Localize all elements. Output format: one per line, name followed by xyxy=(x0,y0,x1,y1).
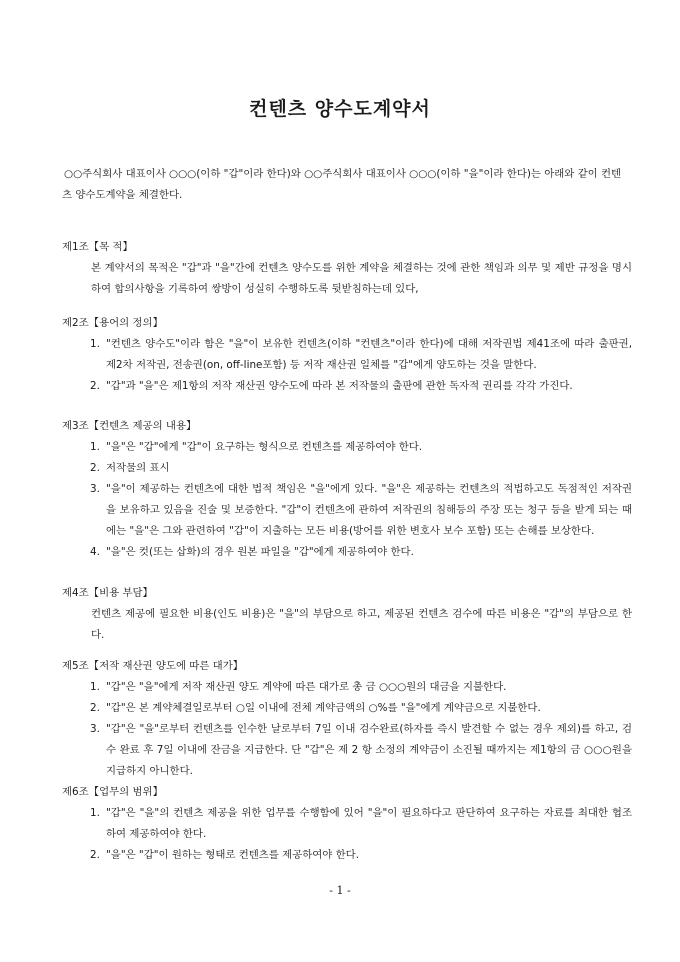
item-text: "을"은 "갑"에게 "갑"이 요구하는 형식으로 컨텐츠를 제공하여야 한다. xyxy=(106,441,423,453)
item-text: "컨텐츠 양수도"이라 함은 "을"이 보유한 컨텐츠(이하 "컨텐츠"이라 한다)에 대해 저작권법 제41조에 따라 출판권, 제2차 저작권, 전송권(on, off-line포함) 등 저작 재산권 일체를 "갑"에게 양도하는 것을 말한다. xyxy=(106,338,632,371)
item-number: 2. xyxy=(90,380,100,392)
item-text: "갑"과 "을"은 제1항의 저작 재산권 양수도에 따라 본 저작물의 출판에 관한 독자적 권리를 각각 가진다. xyxy=(106,380,573,392)
list-item xyxy=(62,803,632,845)
article-item-list xyxy=(62,437,632,563)
article-3 xyxy=(62,416,632,563)
list-item xyxy=(62,458,632,479)
article-body: 컨텐츠 제공에 필요한 비용(인도 비용)은 "을"의 부담으로 하고, 제공된 컨텐츠 검수에 따른 비용은 "갑"의 부담으로 한다. xyxy=(91,608,632,641)
list-item xyxy=(62,677,632,698)
article-item-list xyxy=(62,677,632,782)
item-number: 2. xyxy=(90,702,100,714)
list-item xyxy=(62,542,632,563)
item-text: "갑"은 "을"로부터 컨텐츠를 인수한 날로부터 7일 이내 검수완료(하자를 즉시 발견할 수 없는 경우 제외)를 하고, 검수 완료 후 7일 이내에 잔금을 지급한다. 단 "갑"은 제 2 항 소정의 계약금이 소진될 때까지는 제1항의 금 ○○○원을 지급하지 아니한다. xyxy=(106,723,632,777)
article-4 xyxy=(62,583,632,646)
list-item xyxy=(62,719,632,782)
article-1 xyxy=(62,237,632,300)
item-number: 1. xyxy=(90,807,100,819)
list-item xyxy=(62,437,632,458)
article-6 xyxy=(62,782,632,866)
article-2 xyxy=(62,313,632,397)
article-5 xyxy=(62,656,632,782)
article-heading: 제3조【컨텐츠 제공의 내용】 xyxy=(62,420,197,432)
article-heading: 제6조【업무의 범위】 xyxy=(62,786,163,798)
intro-paragraph: ○○주식회사 대표이사 ○○○(이하 "갑"이라 한다)와 ○○주식회사 대표이사 ○○○(이하 "을"이라 한다)는 아래와 같이 컨텐츠 양수도계약을 체결한다. xyxy=(62,168,622,201)
item-number: 1. xyxy=(90,441,100,453)
article-item-list xyxy=(62,803,632,866)
article-body: 본 계약서의 목적은 "갑"과 "을"간에 컨텐츠 양수도를 위한 계약을 체결하는 것에 관한 책임과 의무 및 제반 규정을 명시하여 합의사항을 기록하여 쌍방이 성실히 수행하도록 뒷받침하는데 있다, xyxy=(91,262,632,295)
item-number: 3. xyxy=(90,483,100,495)
item-number: 3. xyxy=(90,723,100,735)
list-item xyxy=(62,479,632,542)
article-heading: 제2조【용어의 정의】 xyxy=(62,317,163,329)
item-text: "을"은 "갑"이 원하는 형태로 컨텐츠를 제공하여야 한다. xyxy=(106,849,360,861)
item-number: 2. xyxy=(90,849,100,861)
list-item xyxy=(62,334,632,376)
item-number: 2. xyxy=(90,462,100,474)
item-text: 저작물의 표시 xyxy=(106,462,170,474)
item-text: "을"은 컷(또는 삽화)의 경우 원본 파일을 "갑"에게 제공하여야 한다. xyxy=(106,546,414,558)
item-text: "갑"은 본 계약체결일로부터 ○일 이내에 전체 계약금액의 ○%를 "을"에게 계약금으로 지불한다. xyxy=(106,702,541,714)
article-heading: 제1조【목 적】 xyxy=(62,241,133,253)
article-item-list xyxy=(62,334,632,397)
item-text: "갑"은 "을"의 컨텐츠 제공을 위한 업무를 수행함에 있어 "을"이 필요하다고 판단하여 요구하는 자료를 최대한 협조하여 제공하여야 한다. xyxy=(106,807,632,840)
page-number: - 1 - xyxy=(329,884,351,897)
article-heading: 제5조【저작 재산권 양도에 따른 대가】 xyxy=(62,660,244,672)
item-number: 1. xyxy=(90,338,100,350)
article-heading: 제4조【비용 부담】 xyxy=(62,587,153,599)
document-title: 컨텐츠 양수도계약서 xyxy=(249,98,431,120)
list-item xyxy=(62,376,632,397)
list-item xyxy=(62,845,632,866)
item-number: 4. xyxy=(90,546,100,558)
item-text: "을"이 제공하는 컨텐츠에 대한 법적 책임은 "을"에게 있다. "을"은 제공하는 컨텐츠의 적법하고도 독점적인 저작권을 보유하고 있음을 진술 및 보증한다. "갑"이 컨텐츠에 관하여 저작권의 침해등의 주장 또는 청구 등을 받게 되는 때에는 "을"은 그와 관련하여 "갑"이 지출하는 모든 비용(방어를 위한 변호사 보수 포함) 또는 손해를 보상한다. xyxy=(106,483,632,537)
item-number: 1. xyxy=(90,681,100,693)
item-text: "갑"은 "을"에게 저작 재산권 양도 계약에 따른 대가로 총 금 ○○○원의 대금을 지불한다. xyxy=(106,681,507,693)
list-item xyxy=(62,698,632,719)
